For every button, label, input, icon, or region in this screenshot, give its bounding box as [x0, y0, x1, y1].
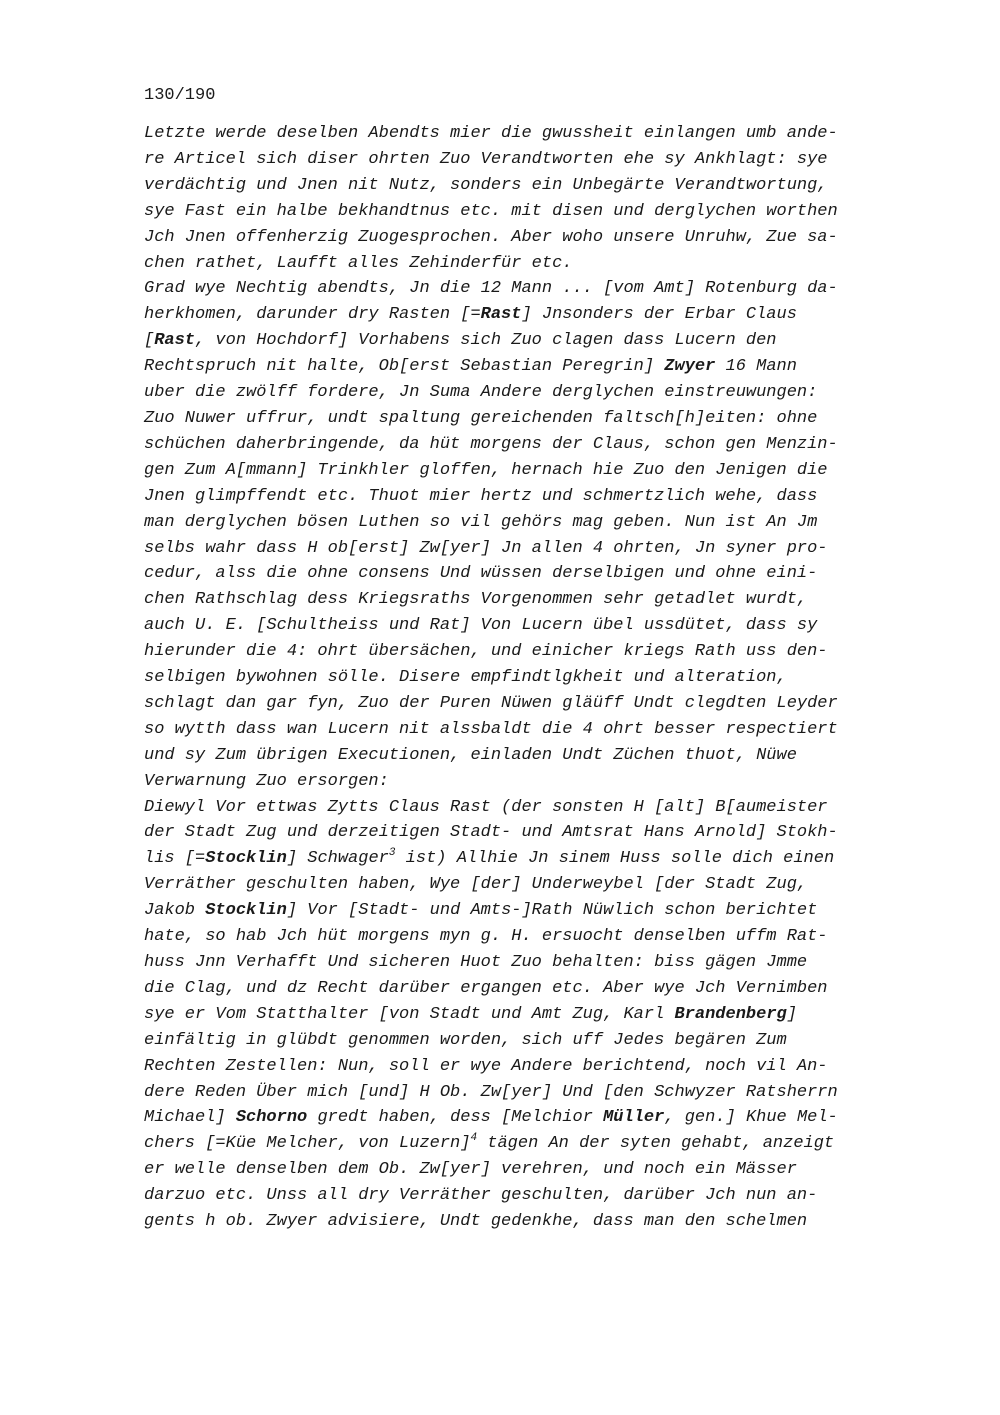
text-segment: Rechtspruch nit halte, Ob[erst Sebastian Peregrin]	[144, 357, 665, 377]
bold-name: Zwyer	[664, 357, 716, 377]
text-segment: und sy Zum übrigen Executionen, einladen Undt Züchen thuot, Nüwe	[144, 745, 797, 765]
text-line	[144, 639, 914, 665]
text-line	[144, 406, 914, 432]
text-segment: Jch Jnen offenherzig Zuogesprochen. Aber woho unsere Unruhw, Zue sa-	[144, 227, 838, 247]
bold-name: Stocklin	[205, 849, 287, 869]
text-line	[144, 795, 914, 821]
text-line	[144, 1054, 914, 1080]
body-text	[144, 121, 914, 1235]
text-segment: hierunder die 4: ohrt übersächen, und einicher kriegs Rath uss den-	[144, 642, 828, 662]
text-segment: Verräther geschulten haben, Wye [der] Underweybel [der Stadt Zug,	[144, 875, 808, 895]
text-segment: lis [=	[144, 849, 206, 869]
text-line	[144, 536, 914, 562]
page-number: 130/190	[144, 86, 216, 105]
text-line	[144, 1183, 914, 1209]
text-line	[144, 354, 914, 380]
text-segment: Verwarnung Zuo ersorgen:	[144, 771, 389, 791]
text-segment: Jnen glimpffendt etc. Thuot mier hertz und schmertzlich wehe, dass	[144, 486, 818, 506]
text-segment: selbs wahr dass H ob[erst] Zw[yer] Jn allen 4 ohrten, Jn syner pro-	[144, 538, 828, 558]
text-line	[144, 846, 914, 872]
text-line	[144, 225, 914, 251]
text-line	[144, 173, 914, 199]
text-line	[144, 561, 914, 587]
text-segment: darzuo etc. Unss all dry Verräther geschulten, darüber Jch nun an-	[144, 1186, 818, 1206]
text-line	[144, 121, 914, 147]
text-line	[144, 898, 914, 924]
text-line	[144, 587, 914, 613]
text-segment: ] Schwager	[286, 849, 389, 869]
text-line	[144, 665, 914, 691]
text-segment: uber die zwölff fordere, Jn Suma Andere derglychen einstreuwungen:	[144, 383, 818, 403]
text-segment: er welle denselben dem Ob. Zw[yer] verehren, und noch ein Mässer	[144, 1160, 797, 1180]
text-segment: Michael]	[144, 1108, 236, 1128]
text-line	[144, 769, 914, 795]
text-segment: [	[144, 331, 155, 351]
text-segment: ] Vor [Stadt- und Amts-]Rath Nüwlich schon berichtet	[286, 901, 818, 921]
text-line	[144, 1209, 914, 1235]
text-segment: chers [=Küe Melcher, von Luzern]	[144, 1134, 471, 1154]
text-line	[144, 820, 914, 846]
text-line	[144, 147, 914, 173]
text-line	[144, 924, 914, 950]
text-segment: chen rathet, Laufft alles Zehinderfür etc.	[144, 253, 573, 273]
text-line	[144, 1002, 914, 1028]
text-line	[144, 717, 914, 743]
footnote-marker: 3	[388, 847, 396, 860]
text-line	[144, 276, 914, 302]
text-segment: der Stadt Zug und derzeitigen Stadt- und Amtsrat Hans Arnold] Stokh-	[144, 823, 838, 843]
text-segment: , von Hochdorf] Vorhabens sich Zuo clagen dass Lucern den	[195, 331, 777, 351]
text-line	[144, 328, 914, 354]
text-line	[144, 432, 914, 458]
text-segment: Letzte werde deselben Abendts mier die gwussheit einlangen umb ande-	[144, 124, 838, 143]
bold-name: Müller	[603, 1108, 665, 1128]
text-segment: chen Rathschlag dess Kriegsraths Vorgenommen sehr getadlet wurdt,	[144, 590, 808, 610]
text-line	[144, 458, 914, 484]
text-line	[144, 613, 914, 639]
text-line	[144, 872, 914, 898]
text-segment: Grad wye Nechtig abendts, Jn die 12 Mann ... [vom Amt] Rotenburg da-	[144, 279, 838, 299]
bold-name: Stocklin	[205, 901, 287, 921]
text-segment: schüchen daherbringende, da hüt morgens der Claus, schon gen Menzin-	[144, 434, 838, 454]
text-segment: huss Jnn Verhafft Und sicheren Huot Zuo behalten: biss gägen Jmme	[144, 953, 808, 972]
text-segment: herkhomen, darunder dry Rasten [=	[144, 305, 481, 325]
footnote-marker: 4	[470, 1132, 478, 1145]
bold-name: Rast	[480, 305, 522, 325]
text-segment: die Clag, und dz Recht darüber ergangen etc. Aber wye Jch Vernimben	[144, 978, 828, 998]
text-segment: schlagt dan gar fyn, Zuo der Puren Nüwen gläüff Undt clegdten Leyder	[144, 693, 838, 713]
text-line	[144, 691, 914, 717]
text-segment: tägen An der syten gehabt, anzeigt	[477, 1134, 835, 1154]
bold-name: Brandenberg	[674, 1004, 787, 1024]
text-segment: re Articel sich diser ohrten Zuo Verandtworten ehe sy Ankhlagt: sye	[144, 149, 828, 169]
text-line	[144, 1028, 914, 1054]
text-segment: sye er Vom Statthalter [von Stadt und Amt Zug, Karl	[144, 1004, 675, 1024]
text-segment: gents h ob. Zwyer advisiere, Undt gedenkhe, dass man den schelmen	[144, 1212, 808, 1232]
text-line	[144, 199, 914, 225]
text-line	[144, 950, 914, 976]
text-segment: Rechten Zestellen: Nun, soll er wye Andere berichtend, noch vil An-	[144, 1056, 828, 1076]
text-segment: ]	[786, 1004, 797, 1024]
text-segment: 16 Mann	[715, 357, 797, 377]
text-segment: man derglychen bösen Luthen so vil gehörs mag geben. Nun ist An Jm	[144, 512, 818, 532]
text-segment: gen Zum A[mmann] Trinkhler gloffen, hernach hie Zuo den Jenigen die	[144, 460, 828, 480]
text-segment: ] Jnsonders der Erbar Claus	[521, 305, 797, 325]
text-segment: , gen.] Khue Mel-	[664, 1108, 838, 1128]
text-line	[144, 302, 914, 328]
text-line	[144, 380, 914, 406]
text-line	[144, 976, 914, 1002]
text-line	[144, 1157, 914, 1183]
text-segment: hate, so hab Jch hüt morgens myn g. H. ersuocht denselben uffm Rat-	[144, 927, 828, 947]
text-line	[144, 1131, 914, 1157]
text-segment: gredt haben, dess [Melchior	[307, 1108, 604, 1128]
text-segment: Jakob	[144, 901, 206, 921]
text-segment: so wytth dass wan Lucern nit alssbaldt die 4 ohrt besser respectiert	[144, 719, 838, 739]
text-segment: Zuo Nuwer uffrur, undt spaltung gereichenden faltsch[h]eiten: ohne	[144, 408, 818, 428]
text-segment: Diewyl Vor ettwas Zytts Claus Rast (der sonsten H [alt] B[aumeister	[144, 797, 828, 817]
text-line	[144, 1105, 914, 1131]
text-segment: selbigen bywohnen sölle. Disere empfindtlgkheit und alteration,	[144, 668, 787, 688]
text-line	[144, 1080, 914, 1106]
text-segment: cedur, alss die ohne consens Und wüssen derselbigen und ohne eini-	[144, 564, 818, 584]
text-segment: auch U. E. [Schultheiss und Rat] Von Lucern übel ussdütet, dass sy	[144, 616, 818, 636]
text-segment: einfältig in glübdt genommen worden, sich uff Jedes begären Zum	[144, 1030, 787, 1050]
text-segment: sye Fast ein halbe bekhandtnus etc. mit disen und derglychen worthen	[144, 201, 838, 221]
text-segment: dere Reden Über mich [und] H Ob. Zw[yer] Und [den Schwyzer Ratsherrn	[144, 1082, 838, 1102]
bold-name: Schorno	[235, 1108, 308, 1128]
text-line	[144, 743, 914, 769]
text-segment: ist) Allhie Jn sinem Huss solle dich einen	[395, 849, 835, 869]
text-line	[144, 484, 914, 510]
bold-name: Rast	[154, 331, 196, 351]
text-line	[144, 510, 914, 536]
text-segment: verdächtig und Jnen nit Nutz, sonders ein Unbegärte Verandtwortung,	[144, 175, 828, 195]
text-line	[144, 251, 914, 277]
